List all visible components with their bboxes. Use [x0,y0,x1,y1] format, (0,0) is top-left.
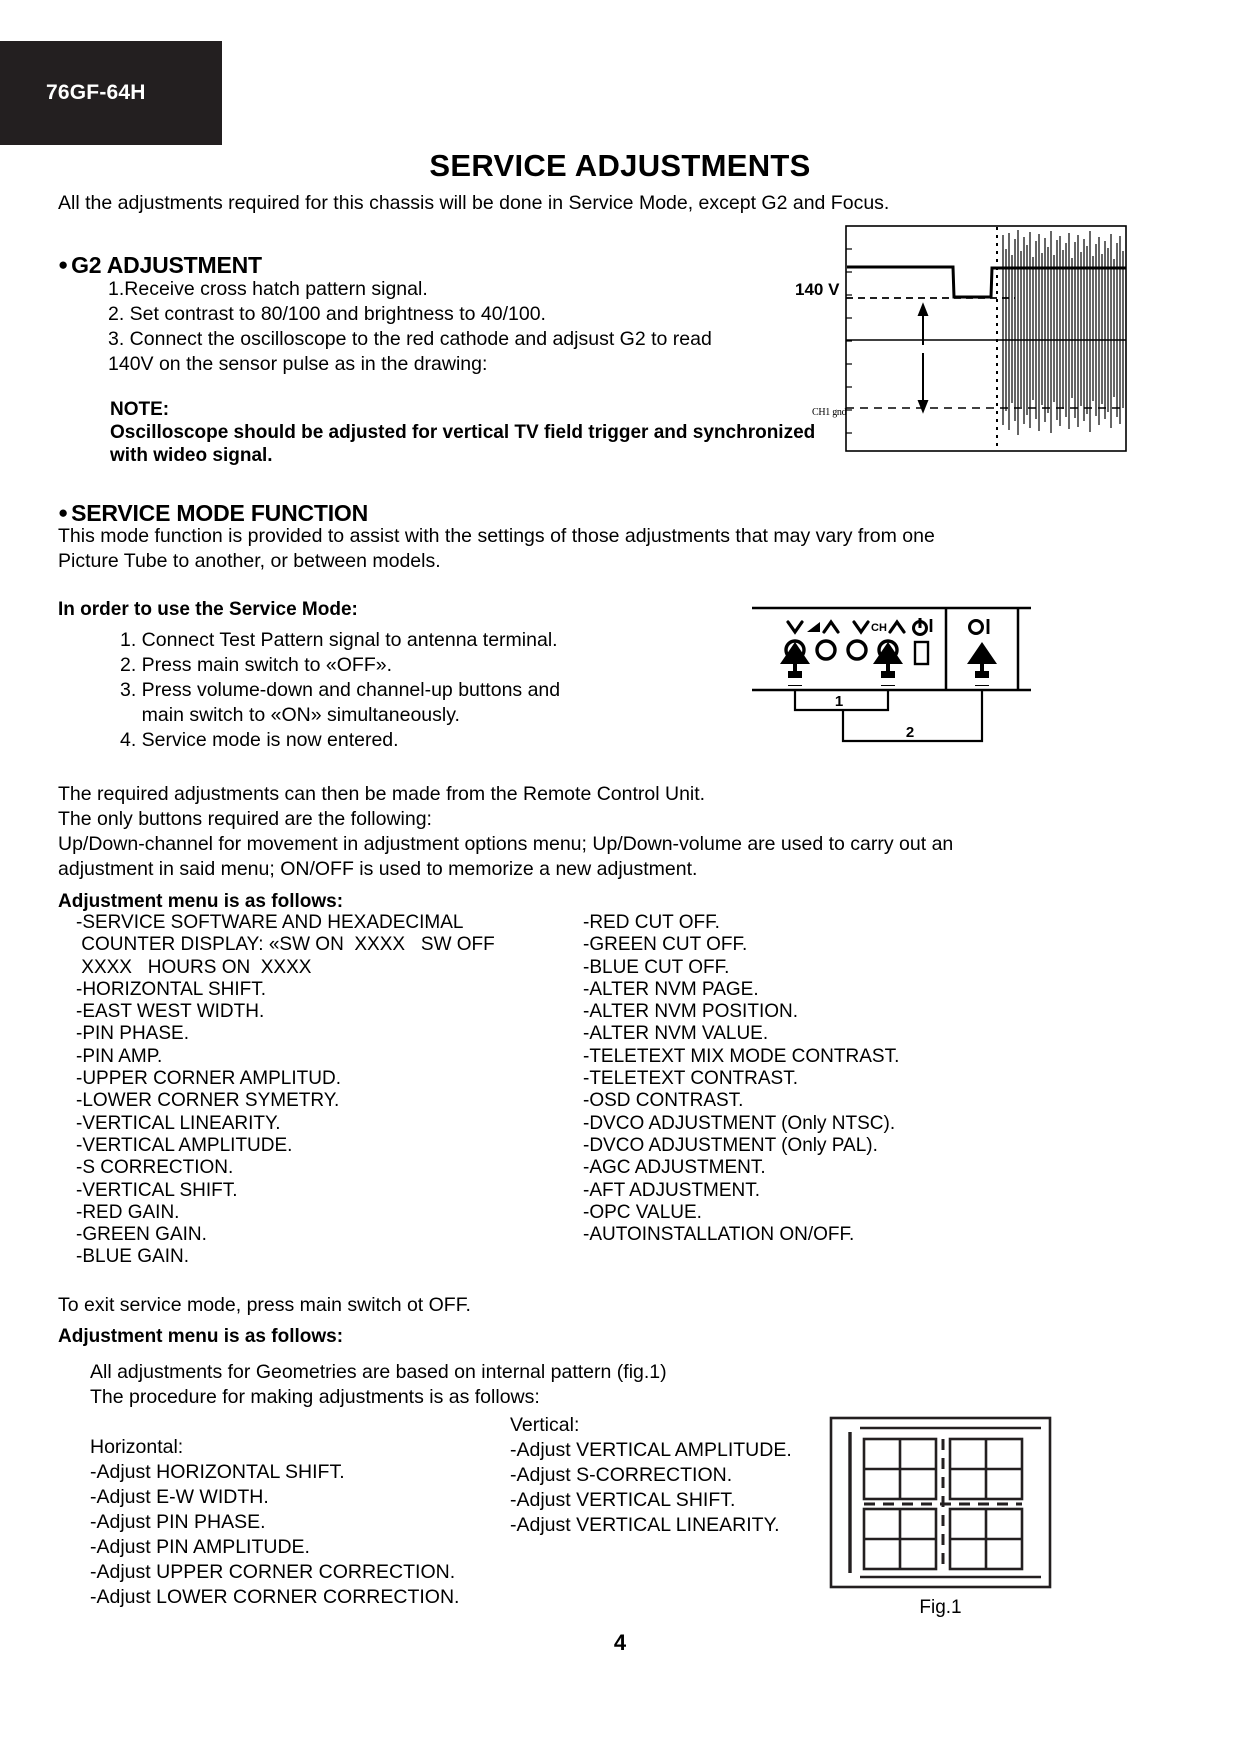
service-mode-step: 4. Service mode is now entered. [120,729,399,751]
horizontal-item: -Adjust UPPER CORNER CORRECTION. [90,1561,456,1583]
g2-heading-label: G2 ADJUSTMENT [71,252,262,278]
intro-line: This mode function is provided to assist with the settings of those adjustments that may vary from one [58,525,935,547]
menu-item: -BLUE GAIN. [76,1246,189,1268]
g2-step: 1.Receive cross hatch pattern signal. [108,278,428,300]
service-mode-heading-label: SERVICE MODE FUNCTION [71,500,369,526]
vertical-item: -Adjust VERTICAL LINEARITY. [510,1514,780,1536]
channel-up-icon [890,622,904,632]
geometry-intro-block [90,1360,667,1410]
geometry-intro-line: The procedure for making adjustments is as follows: [90,1386,540,1408]
vertical-item: -Adjust VERTICAL AMPLITUDE. [510,1439,792,1461]
horizontal-title: Horizontal: [90,1436,184,1458]
service-mode-step: 3. Press volume-down and channel-up buttons and [120,679,561,701]
g2-steps-list [108,277,712,377]
menu-item: -ALTER NVM VALUE. [583,1023,769,1045]
menu-item: -RED GAIN. [76,1201,180,1223]
horizontal-item: -Adjust PIN PHASE. [90,1511,266,1533]
tv-button-panel-figure [750,598,1033,750]
menu-item: -RED CUT OFF. [583,912,720,933]
note-line: Oscilloscope should be adjusted for vertical TV field trigger and synchronized [110,422,816,443]
internal-test-pattern-figure [828,1415,1053,1590]
menu-item: -GREEN GAIN. [76,1224,207,1246]
adjustment-menu-heading-2: Adjustment menu is as follows: [58,1326,344,1347]
instruction-line: The only buttons required are the following: [58,808,432,830]
menu-item: -EAST WEST WIDTH. [76,1001,265,1023]
adjustment-menu-right-column [583,912,899,1246]
intro-paragraph: All the adjustments required for this chassis will be done in Service Mode, except G2 and Focus. [58,192,890,214]
menu-item: -ALTER NVM POSITION. [583,1001,799,1023]
in-order-to-use-label: In order to use the Service Mode: [58,599,358,620]
menu-item: -PIN AMP. [76,1045,163,1067]
vertical-item: -Adjust S-CORRECTION. [510,1464,733,1486]
horizontal-item: -Adjust LOWER CORNER CORRECTION. [90,1586,460,1608]
oscilloscope-waveform-figure [845,225,1127,452]
bullet-icon: ● [58,255,69,274]
service-mode-step: main switch to «ON» simultaneously. [120,704,460,726]
model-number-text: 76GF-64H [46,81,146,104]
service-mode-step: 1. Connect Test Pattern signal to antenna terminal. [120,629,558,651]
scope-ground-label: CH1 gnd [812,407,847,418]
speaker-icon [807,622,820,632]
menu-item: -AFT ADJUSTMENT. [583,1179,760,1201]
menu-item: -UPPER CORNER AMPLITUD. [76,1068,341,1090]
fig1-caption: Fig.1 [919,1597,962,1618]
menu-item: XXXX HOURS ON XXXX [76,956,312,978]
page-title: SERVICE ADJUSTMENTS [429,148,811,183]
menu-item: -HORIZONTAL SHIFT. [76,978,266,1000]
menu-item: -OPC VALUE. [583,1201,702,1223]
instruction-line: Up/Down-channel for movement in adjustment options menu; Up/Down-volume are used to carry out an [58,833,954,855]
note-label: NOTE: [110,399,170,420]
menu-item: -ALTER NVM PAGE. [583,978,759,1000]
standby-button-slot [915,642,928,664]
instruction-line: The required adjustments can then be made from the Remote Control Unit. [58,783,706,805]
connection-2-label: 2 [905,724,915,741]
scope-voltage-label: 140 V [795,280,840,299]
g2-step: 3. Connect the oscilloscope to the red cathode and adjsust G2 to read [108,328,712,350]
menu-item: -AGC ADJUSTMENT. [583,1157,766,1179]
menu-item: -LOWER CORNER SYMETRY. [76,1090,340,1112]
channel-down-button [848,641,866,659]
service-mode-step: 2. Press main switch to «OFF». [120,654,393,676]
g2-note-block [110,398,815,467]
horizontal-item: -Adjust HORIZONTAL SHIFT. [90,1461,345,1483]
page-number: 4 [613,1630,627,1655]
g2-step: 140V on the sensor pulse as in the drawing: [108,353,488,375]
menu-item: -DVCO ADJUSTMENT (Only NTSC). [583,1112,896,1134]
vertical-adjustments-block [510,1413,792,1538]
menu-item: -AUTOINSTALLATION ON/OFF. [583,1224,855,1246]
menu-item: -VERTICAL SHIFT. [76,1179,238,1201]
mains-power-icon [970,619,989,634]
volume-up-icon [824,622,838,632]
horizontal-item: -Adjust PIN AMPLITUDE. [90,1536,310,1558]
menu-item: -VERTICAL AMPLITUDE. [76,1134,293,1156]
standby-power-icon [914,618,932,635]
note-line: with wideo signal. [110,445,273,466]
geometry-intro-line: All adjustments for Geometries are based on internal pattern (fig.1) [90,1361,667,1383]
service-mode-steps-list [120,628,560,753]
menu-item: -TELETEXT CONTRAST. [583,1068,799,1090]
remote-control-instructions [58,782,953,882]
horizontal-item: -Adjust E-W WIDTH. [90,1486,269,1508]
bullet-icon: ● [58,503,69,522]
g2-step: 2. Set contrast to 80/100 and brightness to 40/100. [108,303,546,325]
menu-item: -GREEN CUT OFF. [583,934,748,956]
vertical-item: -Adjust VERTICAL SHIFT. [510,1489,736,1511]
instruction-line: adjustment in said menu; ON/OFF is used to memorize a new adjustment. [58,858,698,880]
menu-item: -DVCO ADJUSTMENT (Only PAL). [583,1134,878,1156]
horizontal-adjustments-block [90,1435,459,1610]
volume-up-button [817,641,835,659]
adjustment-menu-heading: Adjustment menu is as follows: [58,891,344,912]
channel-label: CH [871,622,887,634]
connection-1-label: 1 [834,693,844,710]
menu-item: -OSD CONTRAST. [583,1090,744,1112]
menu-item: -BLUE CUT OFF. [583,956,730,978]
model-number-tag [0,41,222,145]
intro-line: Picture Tube to another, or between models. [58,550,441,572]
adjustment-menu-left-column [76,912,495,1269]
vertical-title: Vertical: [510,1414,580,1436]
menu-item: COUNTER DISPLAY: «SW ON XXXX SW OFF [76,934,495,956]
channel-down-icon [854,622,868,632]
exit-service-mode-line: To exit service mode, press main switch ot OFF. [58,1294,471,1316]
menu-item: -VERTICAL LINEARITY. [76,1112,281,1134]
service-mode-intro [58,524,935,574]
press-arrow-marker [967,642,997,686]
volume-down-icon [788,622,802,632]
menu-item: -TELETEXT MIX MODE CONTRAST. [583,1045,900,1067]
menu-item: -SERVICE SOFTWARE AND HEXADECIMAL [76,912,464,933]
g2-adjustment-heading [58,252,262,279]
menu-item: -PIN PHASE. [76,1023,189,1045]
service-mode-function-heading [58,500,368,527]
menu-item: -S CORRECTION. [76,1157,234,1179]
